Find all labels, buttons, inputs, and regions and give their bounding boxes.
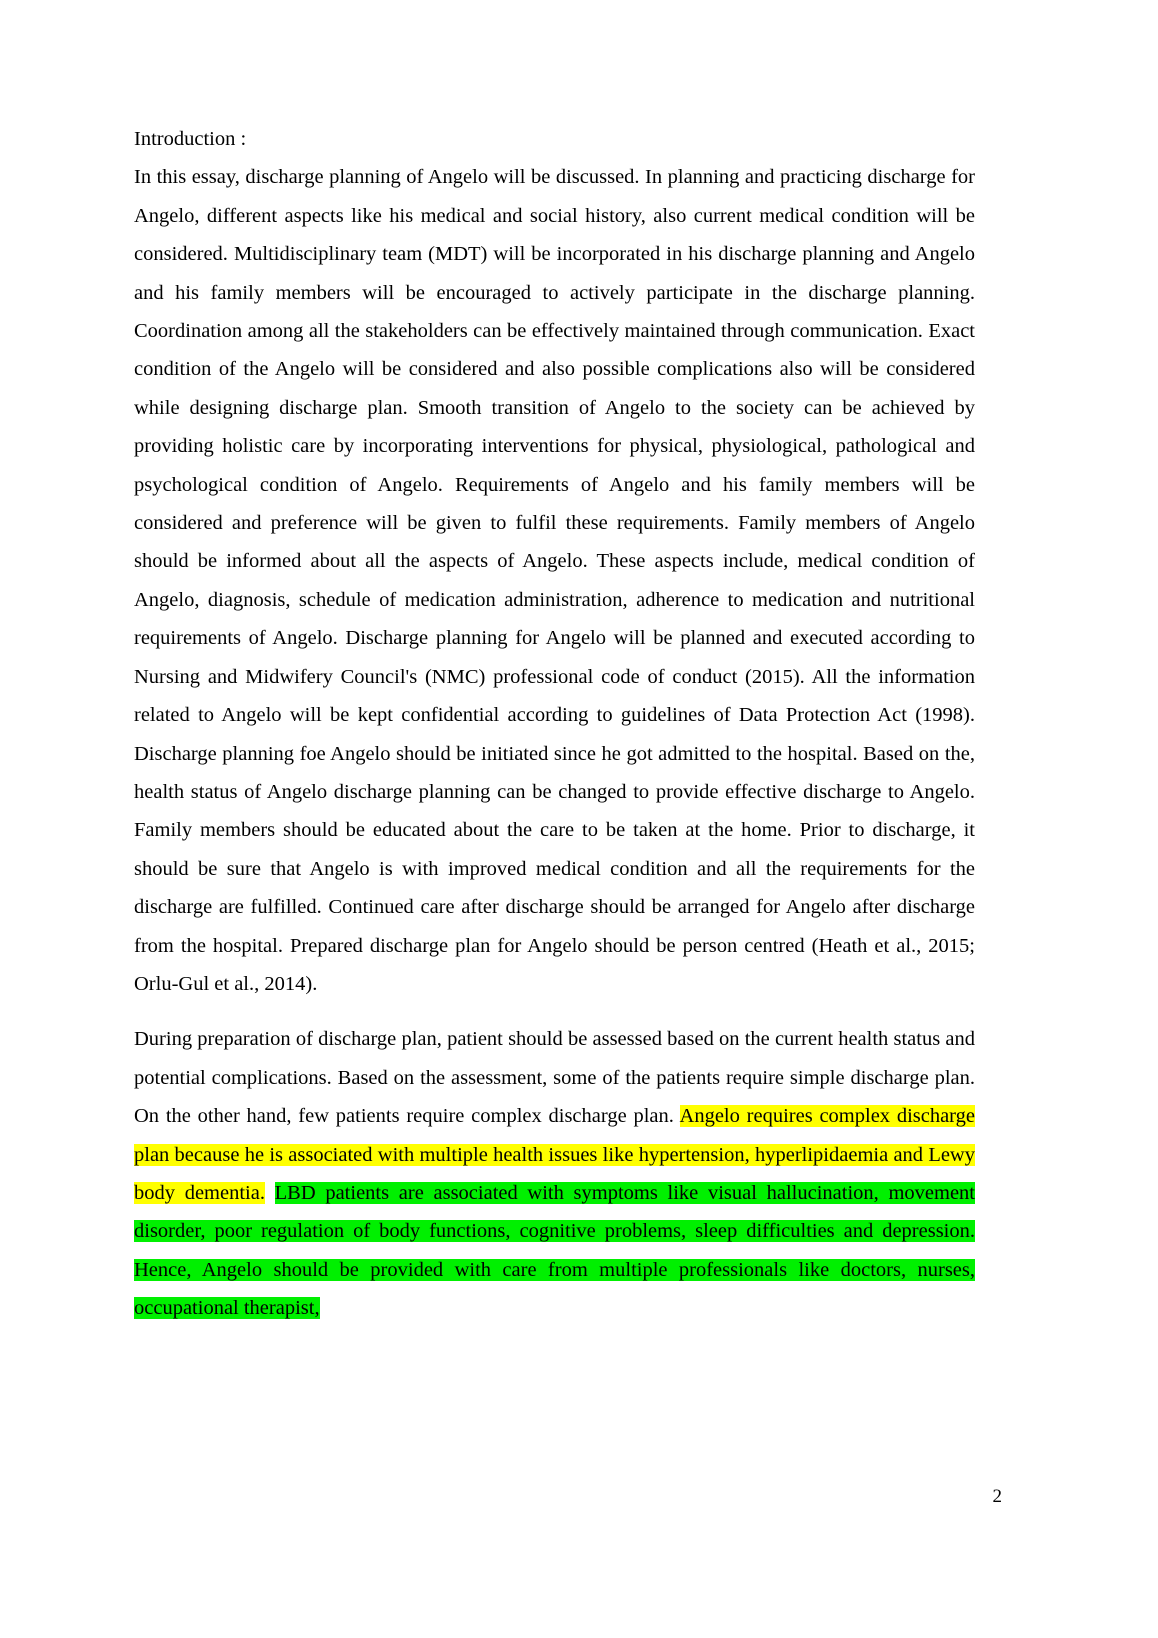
paragraph-text-plain: During preparation of discharge plan, patient should be assessed based on the current health status and potential complications. Based on the assessment, some of the patients require simple discharge plan. On the other hand, few patients require complex discharge plan. — [134, 1028, 975, 1128]
paragraph-introduction — [134, 158, 975, 1003]
highlight-yellow-text: Angelo requires complex discharge plan because he is associated with multiple health issues like hypertension, hyperlipidaemia and Lewy body dementia. — [134, 1105, 975, 1204]
page-number: 2 — [992, 1486, 1002, 1507]
section-heading-introduction: Introduction : — [134, 128, 247, 150]
page-content — [134, 120, 975, 1328]
highlight-gap-space — [265, 1182, 275, 1204]
highlight-green-text: LBD patients are associated with symptoms like visual hallucination, movement disorder, poor regulation of body functions, cognitive problems, sleep difficulties and depression. Hence, Angelo should be provided with care from multiple professionals like doctors, nurses, occupational therapist, — [134, 1181, 975, 1320]
paragraph-text: In this essay, discharge planning of Angelo will be discussed. In planning and practicing discharge for Angelo, different aspects like his medical and social history, also current medical condition will be considered. Multidisciplinary team (MDT) will be incorporated in his discharge planning and Angelo and his family members will be encouraged to actively participate in the discharge planning. Coordination among all the stakeholders can be effectively maintained through communication. Exact condition of the Angelo will be considered and also possible complications also will be considered while designing discharge plan. Smooth transition of Angelo to the society can be achieved by providing holistic care by incorporating interventions for physical, physiological, pathological and psychological condition of Angelo. Requirements of Angelo and his family members will be considered and preference will be given to fulfil these requirements. Family members of Angelo should be informed about all the aspects of Angelo. These aspects include, medical condition of Angelo, diagnosis, schedule of medication administration, adherence to medication and nutritional requirements of Angelo. Discharge planning for Angelo will be planned and executed according to Nursing and Midwifery Council's (NMC) professional code of conduct (2015). All the information related to Angelo will be kept confidential according to guidelines of Data Protection Act (1998). Discharge planning foe Angelo should be initiated since he got admitted to the hospital. Based on the, health status of Angelo discharge planning can be changed to provide effective discharge to Angelo. Family members should be educated about the care to be taken at the home. Prior to discharge, it should be sure that Angelo is with improved medical condition and all the requirements for the discharge are fulfilled. Continued care after discharge should be arranged for Angelo after discharge from the hospital. Prepared discharge plan for Angelo should be person centred (Heath et al., 2015; Orlu-Gul et al., 2014). — [134, 166, 975, 995]
paragraph-discharge-assessment — [134, 1020, 975, 1327]
